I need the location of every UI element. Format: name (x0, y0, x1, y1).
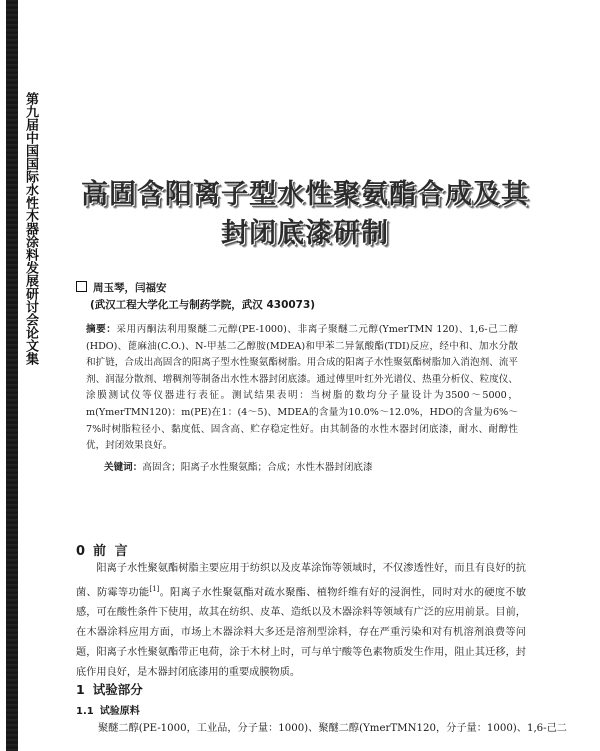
materials-text-line: 聚醚二醇(PE-1000，工业品，分子量：1000)、聚醚二醇(YmerTMN120，分子量：1000)、1,6-己二 (98, 723, 567, 734)
paper-title-line-1: 高固含阳离子型水性聚氨酯合成及其 (81, 179, 529, 210)
keywords-block (104, 459, 373, 473)
intro-text-part-1: 阳离子水性聚氨酯树脂主要应用于纺织以及皮革涂饰等领域时，不仅渗透性好，而且有良好的抗菌、防霉等功能 (76, 563, 526, 599)
subsection-1-1-number: 1.1 (76, 706, 94, 717)
abstract-label: 摘要： (86, 324, 117, 335)
binding-edge-bar (0, 0, 22, 751)
author-names: 周玉琴，闫福安 (93, 282, 167, 294)
keywords-label: 关键词： (104, 462, 143, 473)
section-0-number: 0 (76, 544, 86, 559)
section-1-title: 试验部分 (92, 682, 143, 697)
section-0-title: 前 言 (93, 544, 130, 559)
section-0-heading (76, 540, 130, 559)
section-1-heading (76, 680, 143, 698)
checkbox-square-icon (76, 281, 87, 292)
section-1-number: 1 (76, 682, 85, 697)
intro-text-part-2: 。阳离子水性聚氨酯对疏水聚酯、植物纤维有好的浸润性，同时对水的硬度不敏感，可在酸性条件下使用，故其在纺织、皮革、造纸以及木器涂料等领域有广泛的应用前景。目前，在木器涂料应用方面，市场上木器涂料大多还是溶剂型涂料，存在严重污染和对有机溶剂浪费等问题，阳离子水性聚氨酯带正电荷，涂于木材上时，可与单宁酸等色素物质发生作用，阻止其迁移，封底作用良好，是木器封闭底漆用的重要成膜物质。 (76, 587, 527, 679)
introduction-paragraph (76, 559, 526, 683)
subsection-1-1-heading (76, 702, 140, 717)
paper-title-line-2: 封闭底漆研制 (221, 218, 389, 249)
author-line (76, 280, 167, 295)
abstract-text: 采用丙酮法利用聚醚二元醇(PE-1000)、非离子聚醚二元醇(YmerTMN 120)、1,6-己二醇(HDO)、蓖麻油(C.O.)、N-甲基二乙醇胺(MDEA)和甲苯二异氰酸酯(TDI)反应，经中和、加水分散和扩链，合成出高固含的阳离子型水性聚氨酯树脂。用合成的阳离子水性聚氨酯树脂加入消泡剂、流平剂、润湿分散剂、增稠剂等制备出水性木器封闭底漆。通过傅里叶红外光谱仪、热重分析仪、粒度仪、涂膜测试仪等仪器进行表征。测试结果表明：当树脂的数均分子量设计为3500～5000，m(YmerTMN120)：m(PE)在1：(4～5)、MDEA的含量为10.0%～12.0%，HDO的含量为6%～7%时树脂粒径小、黏度低、固含高、贮存稳定性好。由其制备的水性木器封闭底漆，耐水、耐醇性优，封闭效果良好。 (86, 324, 518, 452)
abstract-block (86, 322, 518, 455)
author-affiliation: (武汉工程大学化工与制药学院，武汉 430073) (90, 299, 316, 311)
keywords-text: 高固含；阳离子水性聚氨酯；合成；水性木器封闭底漆 (142, 462, 373, 473)
subsection-1-1-title: 试验原料 (99, 706, 140, 717)
proceedings-side-caption: 第九届中国国际水性木器涂料发展研讨会论文集 (23, 92, 38, 365)
intro-citation: [1] (149, 585, 160, 593)
